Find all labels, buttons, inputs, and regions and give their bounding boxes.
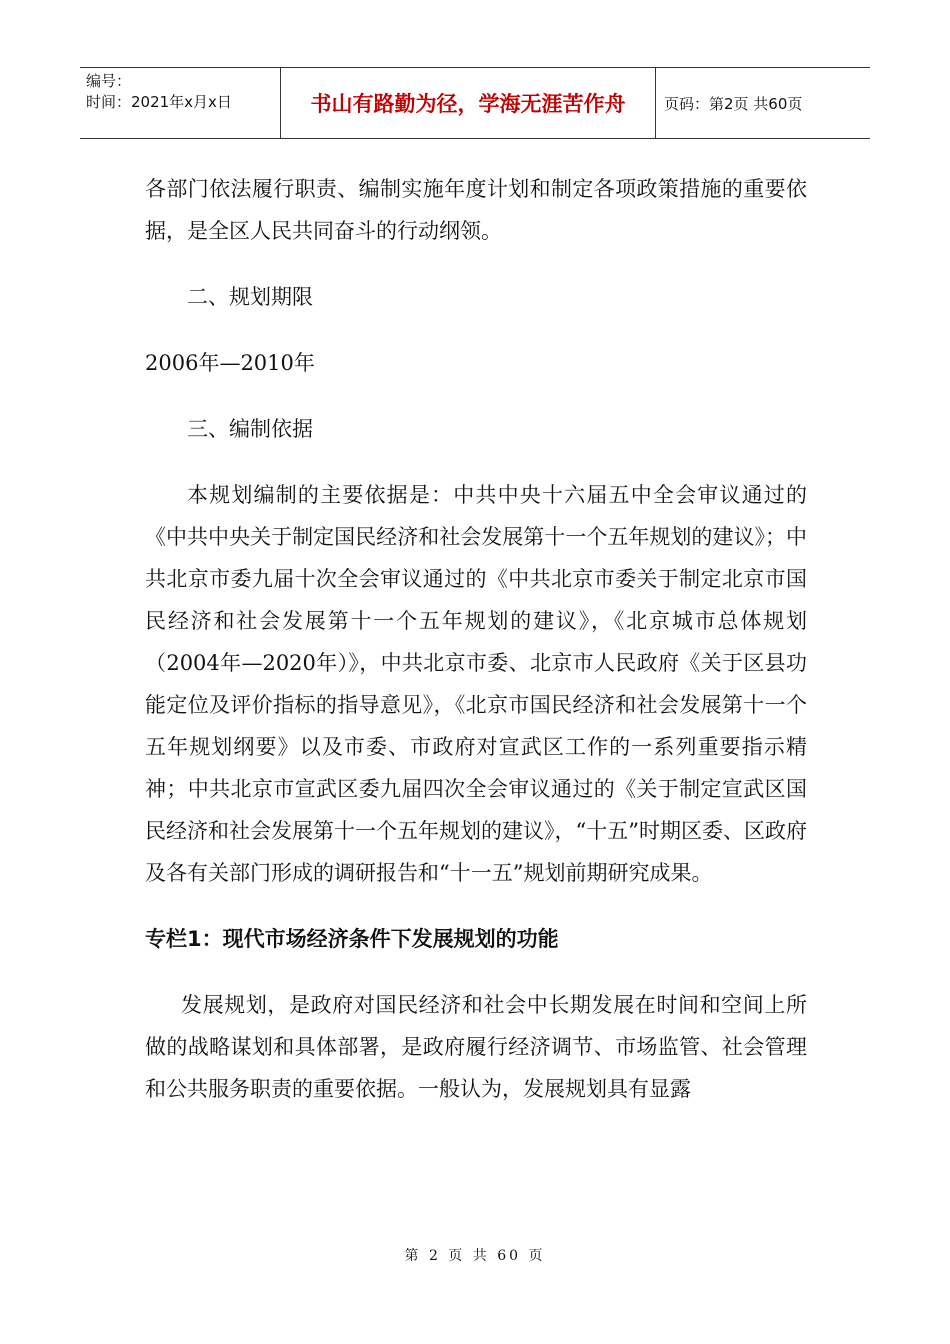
page-header <box>80 67 870 139</box>
date-label: 时间：2021年x月x日 <box>86 93 232 111</box>
section-2-title: 二、规划期限 <box>187 285 313 309</box>
section-3-title: 三、编制依据 <box>187 417 313 441</box>
paragraph-2: 本规划编制的主要依据是：中共中央十六届五中全会审议通过的《中共中央关于制定国民经济和社会发展第十一个五年规划的建议》；中共北京市委九届十次全会审议通过的《中共北京市委关于制定北京市国民经济和社会发展第十一个五年规划的建议》，《北京城市总体规划（2004年—2020年）》，中共北京市委、北京市人民政府《关于区县功能定位及评价指标的指导意见》，《北京市国民经济和社会发展第十一个五年规划纲要》以及市委、市政府对宣武区工作的一系列重要指示精神；中共北京市宣武区委九届四次全会审议通过的《关于制定宣武区国民经济和社会发展第十一个五年规划的建议》，“十五”时期区委、区政府及各有关部门形成的调研报告和“十一五”规划前期研究成果。 <box>145 483 807 885</box>
paragraph-3: 发展规划，是政府对国民经济和社会中长期发展在时间和空间上所做的战略谋划和具体部署，是政府履行经济调节、市场监管、社会管理和公共服务职责的重要依据。一般认为，发展规划具有显露 <box>145 993 807 1101</box>
period-text: 2006年—2010年 <box>145 351 315 375</box>
column-title: 专栏1：现代市场经济条件下发展规划的功能 <box>145 927 559 951</box>
code-label: 编号： <box>86 72 132 90</box>
header-motto: 书山有路勤为径，学海无涯苦作舟 <box>281 68 656 138</box>
paragraph-1: 各部门依法履行职责、编制实施年度计划和制定各项政策措施的重要依据，是全区人民共同奋斗的行动纲领。 <box>145 177 807 243</box>
header-meta <box>80 68 281 138</box>
page-footer: 第 2 页 共 60 页 <box>404 1248 546 1264</box>
document-body <box>145 168 807 1110</box>
header-page-info: 页码：第2页 共60页 <box>664 94 803 113</box>
